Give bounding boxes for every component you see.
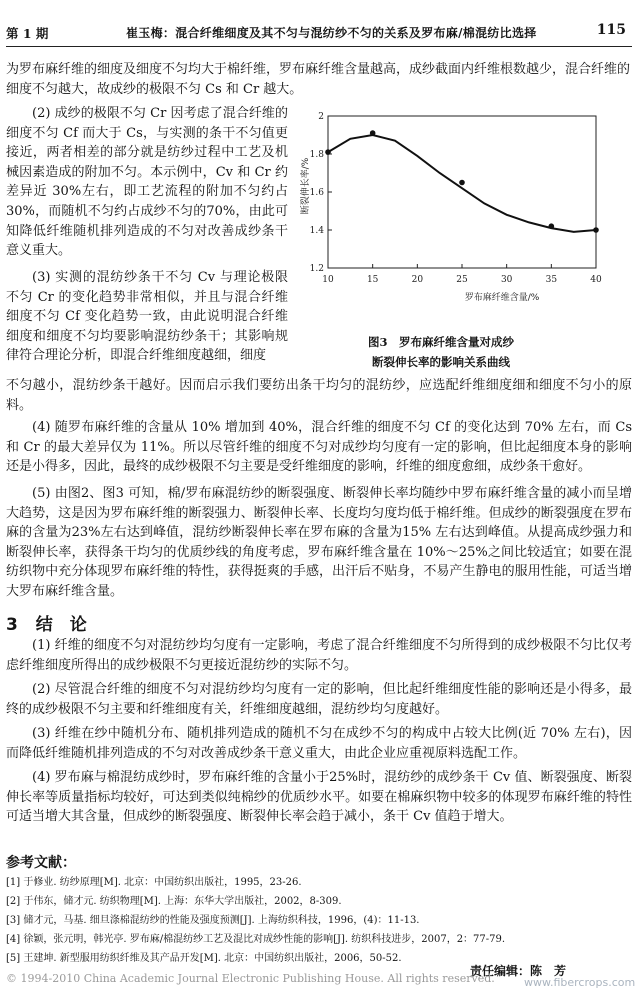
references-title: 参考文献：	[6, 855, 76, 871]
x-tick-label: 25	[456, 275, 468, 285]
page-number: 115	[596, 22, 626, 38]
data-point	[370, 130, 376, 136]
figure-caption-line2: 断裂伸长率的影响关系曲线	[372, 355, 510, 369]
x-tick-label: 40	[590, 275, 602, 285]
conclusion-item-3: (3) 纤维在纱中随机分布、随机排列造成的随机不匀在成纱不匀的构成中占较大比例(近 70% 左右)，因而降低纤维随机排列造成的不匀对改善成纱条干意义重大，由此企业应重视原料选配工作。	[6, 726, 632, 761]
paragraph-conclusion-5: (5) 由图2、图3 可知，棉/罗布麻混纺纱的断裂强度、断裂伸长率均随纱中罗布麻纤维含量的减小而呈增大趋势，这是因为罗布麻纤维的断裂强力、断裂伸长率、长度均匀度均低于棉纤维。但成纱的断裂强度在罗布麻的含量为23%左右达到峰值，混纺纱断裂伸长率在罗布麻的含量为15% 左右达到峰值。从提高成纱强力和断裂伸长率，获得条干均匀的优质纱线的角度考虑，罗布麻纤维含量在 10%～25%之间比较适宜；如要在混纺织物中充分体现罗布麻纤维的特性，获得挺爽的手感，出汗后不贴身，不易产生静电的服用性能，可适当增大罗布麻纤维含量。	[6, 486, 632, 599]
paragraph-conclusion-2: (2) 成纱的极限不匀 Cr 因考虑了混合纤维的细度不匀 Cf 而大于 Cs，与实测的条干不匀值更接近，两者相差的部分就是纺纱过程中工艺及机械因素造成的附加不匀。本示例中，Cv 和 Cr 约差异近 30%左右，即工艺流程的附加不匀约占30%，而随机不匀约占成纱不匀的70%，由此可知降低纤维随机排列造成的不匀对改善成纱条干意义重大。	[6, 106, 288, 259]
paragraph-lead: 为罗布麻纤维的细度及细度不匀均大于棉纤维，罗布麻纤维含量越高，成纱截面内纤维根数越少，混合纤维的细度不匀越大，故成纱的极限不匀 Cs 和 Cr 越大。	[6, 62, 631, 97]
running-header	[6, 22, 632, 44]
y-tick-label: 1.6	[309, 188, 324, 198]
x-tick-label: 10	[322, 275, 334, 285]
paragraph-conclusion-3-continued: 不匀越小，混纺纱条干越好。因而启示我们要纺出条干均匀的混纺纱，应选配纤维细度细和细度不匀小的原料。	[6, 378, 632, 413]
x-tick-label: 20	[411, 275, 424, 285]
copyright-line: © 1994-2010 China Academic Journal Electronic Publishing House. All rights reserved.	[6, 972, 495, 985]
watermark: www.fibercrops.com	[524, 976, 636, 989]
y-tick-label: 1.8	[309, 150, 324, 160]
x-tick-label: 35	[545, 275, 558, 285]
reference-item: [5] 王建坤. 新型服用纺织纤维及其产品开发[M]. 北京：中国纺织出版社，2006，50-52.	[6, 953, 402, 964]
conclusion-item-2: (2) 尽管混合纤维的细度不匀对混纺纱均匀度有一定的影响，但比起纤维细度性能的影响还是小得多，最终的成纱极限不匀主要和纤维细度有关，纤维细度越细，混纺纱均匀度越好。	[6, 682, 632, 717]
conclusion-item-1: (1) 纤维的细度不匀对混纺纱均匀度有一定影响，考虑了混合纤维细度不匀所得到的成纱极限不匀比仅考虑纤维细度所得出的成纱极限不匀更接近混纺纱的实际不匀。	[6, 638, 632, 673]
header-rule	[6, 46, 632, 47]
data-point	[549, 223, 555, 229]
reference-item: [3] 储才元，马基. 细旦涤棉混纺纱的性能及强度预测[J]. 上海纺织科技，1996，(4)：11-13.	[6, 915, 420, 926]
data-point	[593, 227, 599, 233]
conclusion-item-4: (4) 罗布麻与棉混纺成纱时，罗布麻纤维的含量小于25%时，混纺纱的成纱条干 Cv 值、断裂强度、断裂伸长率等质量指标均较好，可达到类似纯棉纱的优质纱水平。如要在棉麻织物中较多的体现罗布麻纤维的特性可适当增大其含量，但成纱的断裂强度、断裂伸长率会趋于减小，条干 Cv 值趋于增大。	[6, 770, 632, 825]
y-tick-label: 1.4	[309, 226, 324, 236]
plot-frame	[328, 116, 596, 268]
figure-caption-line1: 图3 罗布麻纤维含量对成纱	[367, 335, 514, 349]
x-axis-label: 罗布麻纤维含量/%	[464, 293, 540, 303]
section-number: 3	[6, 615, 18, 635]
x-tick-label: 15	[366, 275, 379, 285]
reference-item: [1] 于修业. 纺纱原理[M]. 北京：中国纺织出版社，1995，23-26.	[6, 877, 302, 888]
editor-credit: 责任编辑：陈 芳	[470, 964, 567, 978]
y-tick-label: 1.2	[309, 264, 324, 274]
reference-item: [4] 徐颖，张元明，韩光亭. 罗布麻/棉混纺纱工艺及混比对成纱性能的影响[J]. 纺织科技进步，2007，2：77-79.	[6, 934, 506, 945]
section-title: 结 论	[35, 615, 87, 635]
section-heading	[6, 610, 87, 635]
running-title: 崔玉梅：混合纤维细度及其不匀与混纺纱不匀的关系及罗布麻/棉混纺比选择	[126, 26, 537, 40]
reference-item: [2] 于伟东，储才元. 纺织物理[M]. 上海：东华大学出版社，2002，8-309.	[6, 896, 342, 907]
x-tick-label: 30	[500, 275, 513, 285]
data-point	[325, 149, 331, 155]
paragraph-conclusion-4: (4) 随罗布麻纤维的含量从 10% 增加到 40%，混合纤维的细度不匀 Cf 的变化达到 70% 左右，而 Cs 和 Cr 的最大差异仅为 11%。所以尽管纤维的细度不匀对成纱均匀度有一定的影响，但比起细度本身的影响还是小得多，因此，最终的成纱极限不匀主要是受纤维细度的影响，纤维的细度愈细，成纱条干愈好。	[6, 420, 632, 475]
issue-label: 第 1 期	[6, 26, 49, 41]
chart-svg	[296, 106, 632, 326]
y-tick-label: 2	[318, 112, 324, 122]
y-axis-label: 断裂伸长率/%	[301, 157, 311, 215]
figure-3	[296, 106, 632, 376]
paragraph-conclusion-3: (3) 实测的混纺纱条干不匀 Cv 与理论极限不匀 Cr 的变化趋势非常相似，并且与混合纤维细度不匀 Cf 变化趋势一致，由此说明混合纤维细度和细度不匀均要影响混纺纱条干；其影响规律符合理论分析，即混合纤维细度越细，细度	[6, 270, 288, 364]
data-point	[459, 180, 465, 186]
